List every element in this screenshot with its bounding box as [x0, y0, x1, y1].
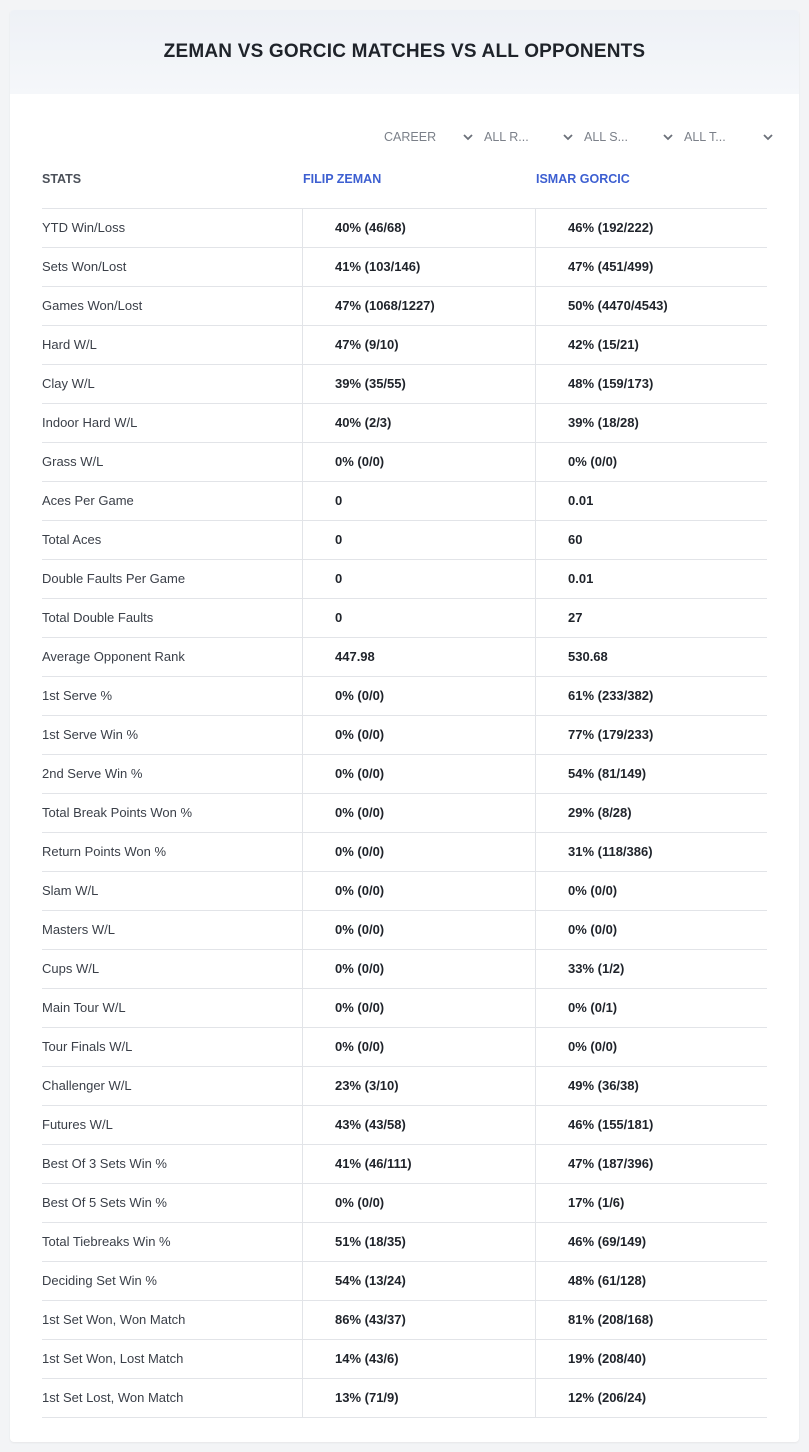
table-row	[42, 1262, 767, 1301]
stat-label: Indoor Hard W/L	[42, 415, 138, 430]
player1-value: 0% (0/0)	[302, 833, 535, 871]
round-filter[interactable]	[484, 126, 584, 148]
stat-label: Slam W/L	[42, 883, 99, 898]
stat-label: Total Double Faults	[42, 610, 154, 625]
stat-label: Clay W/L	[42, 376, 95, 391]
player1-value: 0% (0/0)	[302, 872, 535, 910]
player1-value: 0	[302, 482, 535, 520]
player1-value: 23% (3/10)	[302, 1067, 535, 1105]
card-header	[10, 10, 799, 94]
table-row	[42, 560, 767, 599]
player2-value: 48% (61/128)	[535, 1262, 767, 1300]
table-row	[42, 599, 767, 638]
stat-label: Masters W/L	[42, 922, 115, 937]
table-row	[42, 287, 767, 326]
table-row	[42, 950, 767, 989]
player2-value: 81% (208/168)	[535, 1301, 767, 1339]
player2-value: 60	[535, 521, 767, 559]
player1-value: 0	[302, 521, 535, 559]
player1-value: 40% (46/68)	[302, 209, 535, 247]
stat-label: Hard W/L	[42, 337, 97, 352]
chevron-down-icon	[662, 131, 674, 143]
table-row	[42, 1145, 767, 1184]
player2-value: 39% (18/28)	[535, 404, 767, 442]
stat-label: Grass W/L	[42, 454, 104, 469]
filter-label: ALL T...	[684, 130, 726, 144]
stat-label: Aces Per Game	[42, 493, 134, 508]
period-filter[interactable]	[384, 126, 484, 148]
stat-label: YTD Win/Loss	[42, 220, 126, 235]
table-row	[42, 326, 767, 365]
player2-value: 46% (155/181)	[535, 1106, 767, 1144]
player2-value: 0% (0/0)	[535, 872, 767, 910]
player2-value: 0.01	[535, 560, 767, 598]
surface-filter[interactable]	[584, 126, 684, 148]
table-row	[42, 443, 767, 482]
player2-link[interactable]: ISMAR GORCIC	[536, 172, 630, 186]
player1-value: 0% (0/0)	[302, 677, 535, 715]
player2-value: 0% (0/0)	[535, 443, 767, 481]
stat-label: Double Faults Per Game	[42, 571, 186, 586]
stat-label: 2nd Serve Win %	[42, 766, 143, 781]
player2-value: 47% (187/396)	[535, 1145, 767, 1183]
table-row	[42, 1106, 767, 1145]
player1-value: 0	[302, 599, 535, 637]
stat-label: Cups W/L	[42, 961, 100, 976]
chevron-down-icon	[462, 131, 474, 143]
player1-value: 47% (1068/1227)	[302, 287, 535, 325]
table-row	[42, 989, 767, 1028]
filter-label: ALL S...	[584, 130, 629, 144]
player2-value: 17% (1/6)	[535, 1184, 767, 1222]
stat-label: Main Tour W/L	[42, 1000, 126, 1015]
table-header	[42, 172, 767, 208]
player1-value: 41% (46/111)	[302, 1145, 535, 1183]
player1-value: 0% (0/0)	[302, 911, 535, 949]
table-row	[42, 911, 767, 950]
player2-value: 0% (0/0)	[535, 911, 767, 949]
stat-label: 1st Set Won, Lost Match	[42, 1351, 184, 1366]
table-row	[42, 1067, 767, 1106]
player1-value: 43% (43/58)	[302, 1106, 535, 1144]
player2-value: 0% (0/1)	[535, 989, 767, 1027]
stat-label: Deciding Set Win %	[42, 1273, 157, 1288]
stat-label: 1st Set Lost, Won Match	[42, 1390, 184, 1405]
player2-value: 54% (81/149)	[535, 755, 767, 793]
player2-value: 42% (15/21)	[535, 326, 767, 364]
player1-value: 47% (9/10)	[302, 326, 535, 364]
player1-value: 0	[302, 560, 535, 598]
player2-value: 12% (206/24)	[535, 1379, 767, 1417]
stat-label: Total Break Points Won %	[42, 805, 193, 820]
stat-label: Best Of 5 Sets Win %	[42, 1195, 167, 1210]
player1-value: 0% (0/0)	[302, 794, 535, 832]
player1-value: 86% (43/37)	[302, 1301, 535, 1339]
player2-value: 19% (208/40)	[535, 1340, 767, 1378]
stat-label: Average Opponent Rank	[42, 649, 185, 664]
table-row	[42, 1028, 767, 1067]
filter-label: ALL R...	[484, 130, 529, 144]
stat-label: Total Tiebreaks Win %	[42, 1234, 171, 1249]
player1-value: 41% (103/146)	[302, 248, 535, 286]
player1-value: 0% (0/0)	[302, 1028, 535, 1066]
player2-value: 33% (1/2)	[535, 950, 767, 988]
table-row	[42, 1379, 767, 1418]
player1-value: 13% (71/9)	[302, 1379, 535, 1417]
stat-label: Challenger W/L	[42, 1078, 132, 1093]
stats-table	[42, 208, 767, 1418]
stats-column-header: STATS	[42, 172, 82, 186]
table-row	[42, 1223, 767, 1262]
player2-value: 29% (8/28)	[535, 794, 767, 832]
table-row	[42, 482, 767, 521]
player2-value: 31% (118/386)	[535, 833, 767, 871]
table-row	[42, 1301, 767, 1340]
table-row	[42, 404, 767, 443]
player1-value: 0% (0/0)	[302, 716, 535, 754]
player2-value: 46% (192/222)	[535, 209, 767, 247]
player2-value: 48% (159/173)	[535, 365, 767, 403]
table-row	[42, 1184, 767, 1223]
chevron-down-icon	[762, 131, 774, 143]
player2-value: 0.01	[535, 482, 767, 520]
player1-value: 0% (0/0)	[302, 1184, 535, 1222]
table-row	[42, 365, 767, 404]
table-row	[42, 209, 767, 248]
player1-value: 14% (43/6)	[302, 1340, 535, 1378]
tournament-filter[interactable]	[684, 126, 784, 148]
player1-value: 0% (0/0)	[302, 950, 535, 988]
player1-value: 54% (13/24)	[302, 1262, 535, 1300]
stat-label: Futures W/L	[42, 1117, 113, 1132]
player1-value: 447.98	[302, 638, 535, 676]
stat-label: Return Points Won %	[42, 844, 167, 859]
stat-label: 1st Serve Win %	[42, 727, 139, 742]
table-row	[42, 716, 767, 755]
stat-label: Sets Won/Lost	[42, 259, 127, 274]
table-row	[42, 677, 767, 716]
chevron-down-icon	[562, 131, 574, 143]
player1-value: 51% (18/35)	[302, 1223, 535, 1261]
stat-label: Total Aces	[42, 532, 102, 547]
table-row	[42, 1340, 767, 1379]
stat-label: 1st Set Won, Won Match	[42, 1312, 186, 1327]
page-title: ZEMAN VS GORCIC MATCHES VS ALL OPPONENTS	[163, 41, 646, 62]
filter-bar	[384, 126, 784, 148]
player2-value: 0% (0/0)	[535, 1028, 767, 1066]
table-row	[42, 755, 767, 794]
table-row	[42, 521, 767, 560]
player2-value: 77% (179/233)	[535, 716, 767, 754]
player2-value: 49% (36/38)	[535, 1067, 767, 1105]
table-row	[42, 794, 767, 833]
player1-value: 0% (0/0)	[302, 755, 535, 793]
player2-value: 27	[535, 599, 767, 637]
player2-value: 61% (233/382)	[535, 677, 767, 715]
player1-value: 39% (35/55)	[302, 365, 535, 403]
player1-link[interactable]: FILIP ZEMAN	[303, 172, 382, 186]
stat-label: Tour Finals W/L	[42, 1039, 133, 1054]
player2-value: 46% (69/149)	[535, 1223, 767, 1261]
player1-value: 40% (2/3)	[302, 404, 535, 442]
stat-label: 1st Serve %	[42, 688, 113, 703]
stat-label: Best Of 3 Sets Win %	[42, 1156, 167, 1171]
player2-value: 47% (451/499)	[535, 248, 767, 286]
player2-value: 530.68	[535, 638, 767, 676]
stats-card	[10, 10, 799, 1442]
player2-value: 50% (4470/4543)	[535, 287, 767, 325]
player1-value: 0% (0/0)	[302, 443, 535, 481]
table-row	[42, 833, 767, 872]
table-row	[42, 638, 767, 677]
table-row	[42, 872, 767, 911]
filter-label: CAREER	[384, 130, 437, 144]
player1-value: 0% (0/0)	[302, 989, 535, 1027]
stat-label: Games Won/Lost	[42, 298, 143, 313]
table-row	[42, 248, 767, 287]
